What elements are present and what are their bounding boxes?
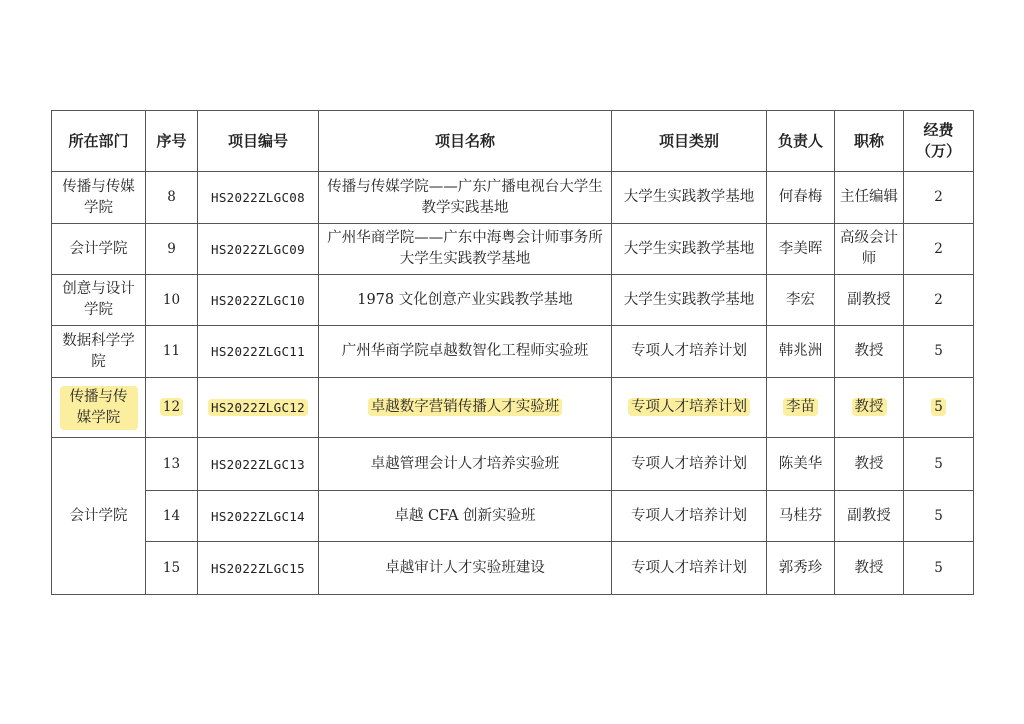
cell-name: 1978 文化创意产业实践教学基地 — [319, 275, 612, 326]
cell-code: HS2022ZLGC11 — [198, 326, 319, 378]
cell-code: HS2022ZLGC09 — [198, 224, 319, 275]
table-row — [52, 542, 974, 595]
cell-type: 专项人才培养计划 — [612, 542, 767, 595]
cell-no: 11 — [146, 326, 198, 378]
cell-lead: 郭秀珍 — [767, 542, 835, 595]
highlight: HS2022ZLGC12 — [208, 399, 308, 416]
cell-fund: 5 — [904, 438, 974, 491]
cell-title: 教授 — [835, 542, 904, 595]
cell-name: 卓越 CFA 创新实验班 — [319, 491, 612, 542]
cell-fund: 5 — [904, 542, 974, 595]
cell-fund: 5 — [904, 491, 974, 542]
cell-name: 卓越管理会计人才培养实验班 — [319, 438, 612, 491]
cell-fund: 2 — [904, 172, 974, 224]
cell-dept: 会计学院 — [52, 224, 146, 275]
highlight: 传播与传媒学院 — [60, 386, 138, 430]
table-row — [52, 491, 974, 542]
cell-title: 副教授 — [835, 491, 904, 542]
cell-name: 广州华商学院卓越数智化工程师实验班 — [319, 326, 612, 378]
cell-name: 卓越审计人才实验班建设 — [319, 542, 612, 595]
cell-type — [612, 378, 767, 438]
cell-title: 主任编辑 — [835, 172, 904, 224]
cell-title: 副教授 — [835, 275, 904, 326]
table-row-highlighted — [52, 378, 974, 438]
cell-code — [198, 378, 319, 438]
cell-type: 大学生实践教学基地 — [612, 172, 767, 224]
project-table — [51, 110, 974, 595]
table-row — [52, 224, 974, 275]
cell-lead: 李美晖 — [767, 224, 835, 275]
cell-code: HS2022ZLGC13 — [198, 438, 319, 491]
highlight: 12 — [160, 398, 183, 416]
col-header-name: 项目名称 — [319, 111, 612, 172]
highlight: 5 — [931, 398, 946, 416]
cell-code: HS2022ZLGC14 — [198, 491, 319, 542]
cell-type: 专项人才培养计划 — [612, 326, 767, 378]
cell-fund: 5 — [904, 326, 974, 378]
header-row — [52, 111, 974, 172]
cell-name — [319, 378, 612, 438]
cell-dept: 数据科学学院 — [52, 326, 146, 378]
col-header-title: 职称 — [835, 111, 904, 172]
cell-dept: 创意与设计学院 — [52, 275, 146, 326]
cell-lead: 韩兆洲 — [767, 326, 835, 378]
cell-fund: 2 — [904, 224, 974, 275]
cell-no: 8 — [146, 172, 198, 224]
cell-type: 大学生实践教学基地 — [612, 224, 767, 275]
table-row — [52, 275, 974, 326]
cell-no: 15 — [146, 542, 198, 595]
cell-title: 教授 — [835, 326, 904, 378]
cell-lead: 李宏 — [767, 275, 835, 326]
cell-no: 13 — [146, 438, 198, 491]
table-row — [52, 326, 974, 378]
cell-fund — [904, 378, 974, 438]
cell-type: 专项人才培养计划 — [612, 438, 767, 491]
cell-name: 广州华商学院——广东中海粤会计师事务所大学生实践教学基地 — [319, 224, 612, 275]
cell-dept — [52, 378, 146, 438]
cell-title: 高级会计师 — [835, 224, 904, 275]
cell-lead — [767, 378, 835, 438]
col-header-no: 序号 — [146, 111, 198, 172]
cell-code: HS2022ZLGC10 — [198, 275, 319, 326]
highlight: 专项人才培养计划 — [628, 398, 750, 416]
cell-lead: 马桂芬 — [767, 491, 835, 542]
col-header-fund: 经费 （万） — [904, 111, 974, 172]
cell-no — [146, 378, 198, 438]
table-row — [52, 438, 974, 491]
col-header-type: 项目类别 — [612, 111, 767, 172]
cell-code: HS2022ZLGC08 — [198, 172, 319, 224]
highlight: 教授 — [852, 398, 887, 416]
cell-lead: 陈美华 — [767, 438, 835, 491]
cell-no: 10 — [146, 275, 198, 326]
cell-fund: 2 — [904, 275, 974, 326]
cell-dept: 会计学院 — [52, 438, 146, 595]
cell-dept: 传播与传媒学院 — [52, 172, 146, 224]
table-row — [52, 172, 974, 224]
col-header-code: 项目编号 — [198, 111, 319, 172]
highlight: 李苗 — [783, 398, 818, 416]
col-header-lead: 负责人 — [767, 111, 835, 172]
cell-code: HS2022ZLGC15 — [198, 542, 319, 595]
cell-type: 专项人才培养计划 — [612, 491, 767, 542]
cell-lead: 何春梅 — [767, 172, 835, 224]
col-header-dept: 所在部门 — [52, 111, 146, 172]
cell-no: 9 — [146, 224, 198, 275]
cell-no: 14 — [146, 491, 198, 542]
cell-title: 教授 — [835, 438, 904, 491]
highlight: 卓越数字营销传播人才实验班 — [368, 398, 563, 416]
cell-title — [835, 378, 904, 438]
cell-type: 大学生实践教学基地 — [612, 275, 767, 326]
cell-name: 传播与传媒学院——广东广播电视台大学生教学实践基地 — [319, 172, 612, 224]
